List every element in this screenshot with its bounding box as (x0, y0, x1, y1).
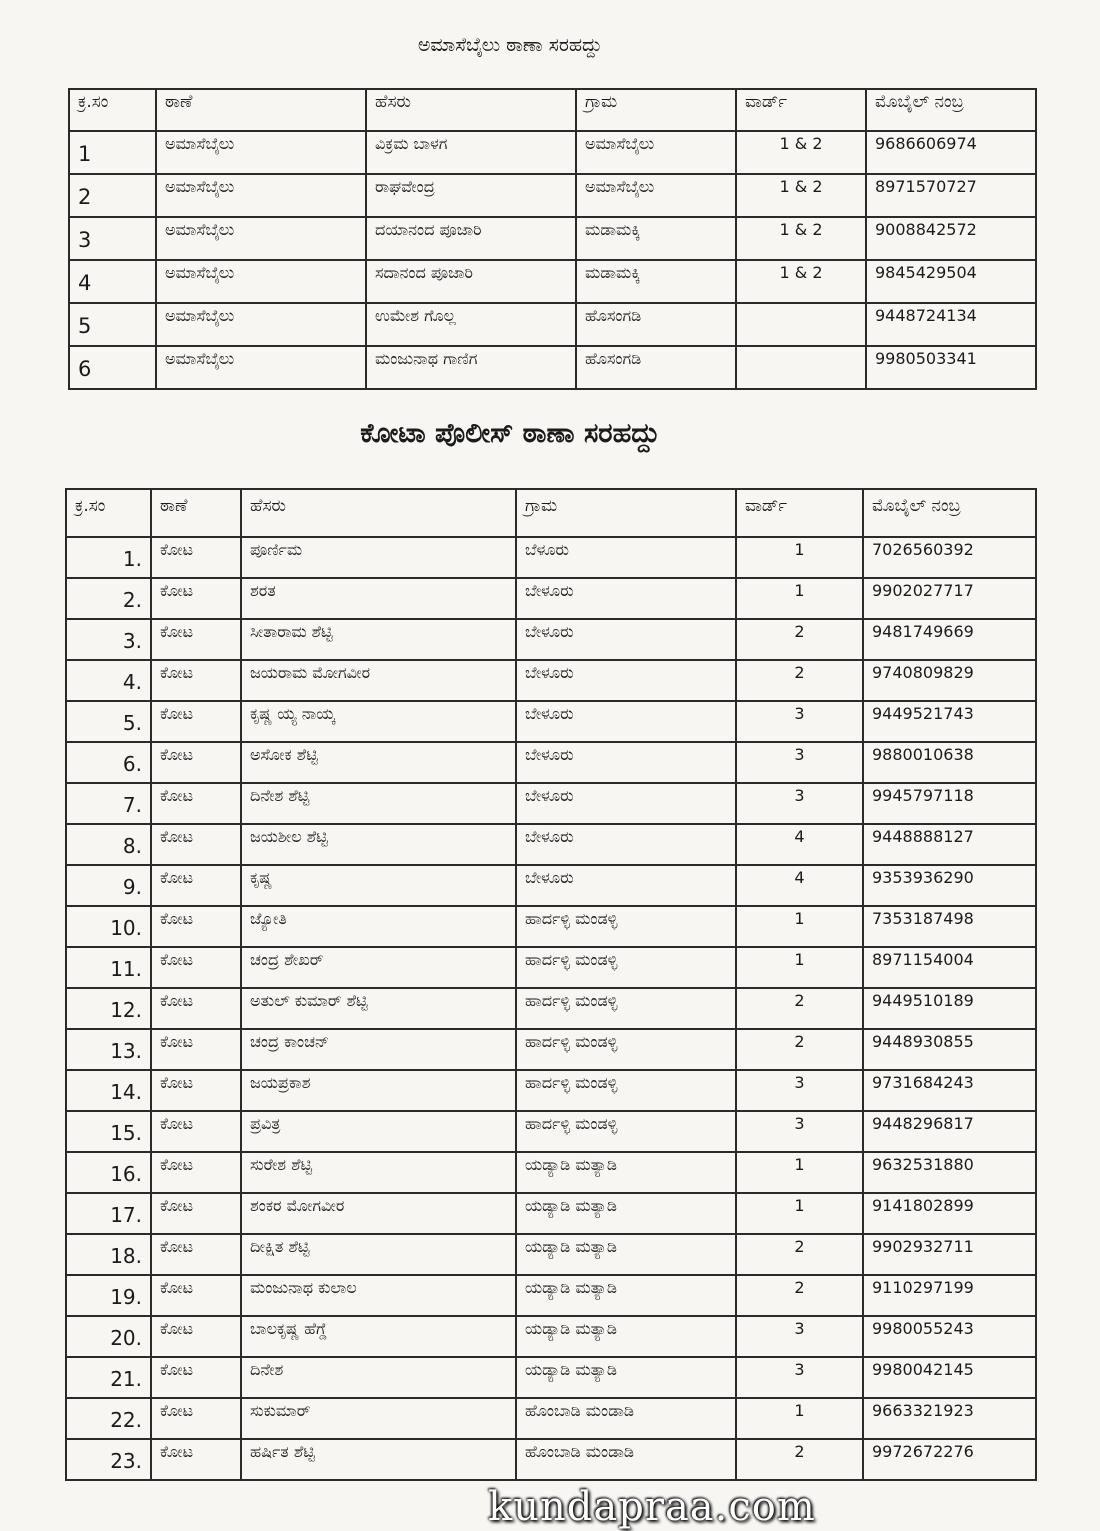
table-row (66, 1152, 1036, 1193)
cell-station: ಕೋಟ (151, 742, 241, 783)
cell-serial-number: 13. (66, 1029, 151, 1070)
cell-serial-number: 15. (66, 1111, 151, 1152)
cell-name: ದಯಾನಂದ ಪೂಜಾರಿ (366, 217, 576, 260)
table-row (69, 346, 1036, 389)
header-village: ಗ್ರಾಮ (516, 489, 736, 537)
cell-mobile-number: 9632531880 (863, 1152, 1036, 1193)
cell-serial-number: 5. (66, 701, 151, 742)
cell-village: ಬೇಳೂರು (516, 619, 736, 660)
cell-serial-number: 3 (69, 217, 156, 260)
cell-ward: 2 (736, 988, 863, 1029)
cell-name: ಸೀತಾರಾಮ ಶೆಟ್ಟಿ (241, 619, 516, 660)
cell-village: ಹೊಂಬಾಡಿ ಮಂಡಾಡಿ (516, 1398, 736, 1439)
cell-mobile-number: 9448296817 (863, 1111, 1036, 1152)
cell-ward: 3 (736, 701, 863, 742)
table-row (66, 619, 1036, 660)
table-row (66, 906, 1036, 947)
cell-village: ಹಾರ್ದಳ್ಳಿ ಮಂಡಳ್ಳಿ (516, 1111, 736, 1152)
cell-mobile-number: 9980055243 (863, 1316, 1036, 1357)
table-row (66, 865, 1036, 906)
cell-serial-number: 1 (69, 131, 156, 174)
cell-village: ಯಡ್ಯಾಡಿ ಮತ್ಯಾಡಿ (516, 1193, 736, 1234)
cell-ward: 1 (736, 1193, 863, 1234)
cell-station: ಕೋಟ (151, 1316, 241, 1357)
cell-name: ಜಯಪ್ರಕಾಶ (241, 1070, 516, 1111)
cell-serial-number: 8. (66, 824, 151, 865)
table-row (66, 1398, 1036, 1439)
table-row (66, 1357, 1036, 1398)
cell-village: ಬೆಳೂರು (516, 537, 736, 578)
cell-ward: 2 (736, 619, 863, 660)
cell-name: ಜಯರಾಮ ಮೋಗವೀರ (241, 660, 516, 701)
cell-serial-number: 19. (66, 1275, 151, 1316)
cell-serial-number: 16. (66, 1152, 151, 1193)
cell-village: ಹಾರ್ದಳ್ಳಿ ಮಂಡಳ್ಳಿ (516, 906, 736, 947)
cell-ward: 2 (736, 1439, 863, 1480)
cell-station: ಅಮಾಸೆಬೈಲು (156, 217, 366, 260)
table-header-row (69, 89, 1036, 131)
cell-serial-number: 11. (66, 947, 151, 988)
cell-ward: 1 (736, 947, 863, 988)
cell-station: ಕೋಟ (151, 1029, 241, 1070)
table-row (69, 260, 1036, 303)
cell-serial-number: 21. (66, 1357, 151, 1398)
cell-station: ಕೋಟ (151, 906, 241, 947)
cell-mobile-number: 9972672276 (863, 1439, 1036, 1480)
cell-serial-number: 5 (69, 303, 156, 346)
cell-station: ಕೋಟ (151, 1275, 241, 1316)
cell-serial-number: 23. (66, 1439, 151, 1480)
cell-station: ಕೋಟ (151, 1234, 241, 1275)
cell-serial-number: 2 (69, 174, 156, 217)
cell-ward: 1 & 2 (736, 131, 866, 174)
table-row (66, 988, 1036, 1029)
cell-ward: 1 & 2 (736, 260, 866, 303)
cell-village: ಬೇಳೂರು (516, 701, 736, 742)
kota-table (65, 488, 1037, 1481)
cell-name: ಚಂದ್ರ ಕಾಂಚನ್ (241, 1029, 516, 1070)
cell-village: ಬೇಳೂರು (516, 742, 736, 783)
cell-village: ಯಡ್ಯಾಡಿ ಮತ್ಯಾಡಿ (516, 1357, 736, 1398)
cell-mobile-number: 9731684243 (863, 1070, 1036, 1111)
table-row (66, 537, 1036, 578)
cell-mobile-number: 9449521743 (863, 701, 1036, 742)
cell-mobile-number: 9448888127 (863, 824, 1036, 865)
cell-station: ಕೋಟ (151, 660, 241, 701)
table-row (66, 1029, 1036, 1070)
cell-station: ಕೋಟ (151, 1193, 241, 1234)
cell-village: ಯಡ್ಯಾಡಿ ಮತ್ಯಾಡಿ (516, 1316, 736, 1357)
cell-village: ಹಾರ್ದಳ್ಳಿ ಮಂಡಳ್ಳಿ (516, 988, 736, 1029)
table-row (66, 1070, 1036, 1111)
cell-serial-number: 20. (66, 1316, 151, 1357)
cell-station: ಕೋಟ (151, 783, 241, 824)
cell-serial-number: 9. (66, 865, 151, 906)
cell-serial-number: 22. (66, 1398, 151, 1439)
header-village: ಗ್ರಾಮ (576, 89, 736, 131)
cell-village: ಹೊಸಂಗಡಿ (576, 303, 736, 346)
cell-serial-number: 17. (66, 1193, 151, 1234)
table-row (66, 701, 1036, 742)
cell-serial-number: 12. (66, 988, 151, 1029)
cell-ward: 2 (736, 660, 863, 701)
cell-village: ಹೊಸಂಗಡಿ (576, 346, 736, 389)
cell-name: ದಿನೇಶ (241, 1357, 516, 1398)
cell-serial-number: 3. (66, 619, 151, 660)
cell-mobile-number: 9110297199 (863, 1275, 1036, 1316)
cell-name: ವಿಕ್ರಮ ಬಾಳಗ (366, 131, 576, 174)
cell-station: ಕೋಟ (151, 988, 241, 1029)
cell-village: ಬೇಳೂರು (516, 578, 736, 619)
cell-mobile-number: 7353187498 (863, 906, 1036, 947)
amasebailu-section-title: ಅಮಾಸೆಬೈಲು ಠಾಣಾ ಸರಹದ್ದು (417, 34, 603, 56)
table-row (66, 824, 1036, 865)
table-row (69, 174, 1036, 217)
cell-village: ಬೇಳೂರು (516, 865, 736, 906)
table-row (66, 1275, 1036, 1316)
cell-mobile-number: 9740809829 (863, 660, 1036, 701)
table-row (66, 660, 1036, 701)
cell-ward: 1 (736, 1398, 863, 1439)
cell-name: ಪೂರ್ಣಿಮ (241, 537, 516, 578)
cell-name: ದಿನೇಶ ಶೆಟ್ಟಿ (241, 783, 516, 824)
cell-ward: 3 (736, 1111, 863, 1152)
cell-village: ಹಾರ್ದಳ್ಳಿ ಮಂಡಳ್ಳಿ (516, 1029, 736, 1070)
cell-name: ಚಂದ್ರ ಶೇಖರ್ (241, 947, 516, 988)
table-row (69, 303, 1036, 346)
cell-name: ಅಸೋಕ ಶೆಟ್ಟಿ (241, 742, 516, 783)
cell-name: ಅತುಲ್ ಕುಮಾರ್ ಶೆಟ್ಟಿ (241, 988, 516, 1029)
cell-ward: 3 (736, 783, 863, 824)
table-row (66, 947, 1036, 988)
header-ward: ವಾರ್ಡ್ (736, 89, 866, 131)
cell-ward: 4 (736, 824, 863, 865)
cell-ward (736, 303, 866, 346)
cell-name: ದೀಕ್ಷಿತ ಶೆಟ್ಟಿ (241, 1234, 516, 1275)
cell-mobile-number: 9845429504 (866, 260, 1036, 303)
cell-serial-number: 7. (66, 783, 151, 824)
cell-ward: 1 (736, 906, 863, 947)
cell-name: ಸುಕುಮಾರ್ (241, 1398, 516, 1439)
header-station: ಠಾಣೆ (156, 89, 366, 131)
cell-serial-number: 4 (69, 260, 156, 303)
cell-serial-number: 14. (66, 1070, 151, 1111)
cell-village: ಹಾರ್ದಳ್ಳಿ ಮಂಡಳ್ಳಿ (516, 1070, 736, 1111)
cell-mobile-number: 9902932711 (863, 1234, 1036, 1275)
cell-village: ಬೇಳೂರು (516, 783, 736, 824)
cell-name: ಮಂಜುನಾಥ ಗಾಣಿಗ (366, 346, 576, 389)
cell-station: ಕೋಟ (151, 701, 241, 742)
cell-mobile-number: 9008842572 (866, 217, 1036, 260)
cell-village: ಬೇಳೂರು (516, 660, 736, 701)
cell-station: ಕೋಟ (151, 1152, 241, 1193)
cell-serial-number: 18. (66, 1234, 151, 1275)
cell-station: ಕೋಟ (151, 1070, 241, 1111)
cell-village: ಯಡ್ಯಾಡಿ ಮತ್ಯಾಡಿ (516, 1234, 736, 1275)
amasebailu-table (68, 88, 1037, 390)
table-row (66, 578, 1036, 619)
cell-mobile-number: 9902027717 (863, 578, 1036, 619)
cell-station: ಕೋಟ (151, 1111, 241, 1152)
cell-station: ಕೋಟ (151, 578, 241, 619)
cell-village: ಅಮಾಸೆಬೈಲು (576, 131, 736, 174)
cell-ward: 3 (736, 1357, 863, 1398)
cell-mobile-number: 9980042145 (863, 1357, 1036, 1398)
cell-name: ಸುರೇಶ ಶೆಟ್ಟಿ (241, 1152, 516, 1193)
cell-mobile-number: 7026560392 (863, 537, 1036, 578)
cell-station: ಅಮಾಸೆಬೈಲು (156, 260, 366, 303)
table-row (66, 1316, 1036, 1357)
cell-mobile-number: 9448724134 (866, 303, 1036, 346)
cell-station: ಕೋಟ (151, 1357, 241, 1398)
table-row (66, 742, 1036, 783)
cell-station: ಕೋಟ (151, 537, 241, 578)
cell-village: ಹಾರ್ದಳ್ಳಿ ಮಂಡಳ್ಳಿ (516, 947, 736, 988)
cell-ward: 2 (736, 1275, 863, 1316)
header-mobile-number: ಮೊಬೈಲ್ ನಂಬ್ರ (863, 489, 1036, 537)
cell-name: ಶಂಕರ ಮೋಗವೀರ (241, 1193, 516, 1234)
cell-mobile-number: 8971154004 (863, 947, 1036, 988)
cell-name: ಮಂಜುನಾಥ ಕುಲಾಲ (241, 1275, 516, 1316)
table-row (66, 1193, 1036, 1234)
cell-mobile-number: 9449510189 (863, 988, 1036, 1029)
cell-ward: 4 (736, 865, 863, 906)
table-row (66, 1439, 1036, 1480)
cell-mobile-number: 9945797118 (863, 783, 1036, 824)
cell-mobile-number: 9353936290 (863, 865, 1036, 906)
cell-ward: 1 (736, 537, 863, 578)
cell-ward: 1 & 2 (736, 217, 866, 260)
cell-name: ಜಯಶೀಲ ಶೆಟ್ಟಿ (241, 824, 516, 865)
cell-serial-number: 4. (66, 660, 151, 701)
cell-ward: 1 & 2 (736, 174, 866, 217)
table-row (69, 131, 1036, 174)
cell-ward: 1 (736, 578, 863, 619)
cell-station: ಕೋಟ (151, 1398, 241, 1439)
cell-station: ಕೋಟ (151, 865, 241, 906)
cell-serial-number: 6. (66, 742, 151, 783)
cell-village: ಮಡಾಮಕ್ಕಿ (576, 260, 736, 303)
cell-serial-number: 10. (66, 906, 151, 947)
header-station: ಠಾಣೆ (151, 489, 241, 537)
cell-station: ಅಮಾಸೆಬೈಲು (156, 346, 366, 389)
cell-village: ಯಡ್ಯಾಡಿ ಮತ್ಯಾಡಿ (516, 1275, 736, 1316)
cell-serial-number: 2. (66, 578, 151, 619)
cell-name: ಜ್ಯೋತಿ (241, 906, 516, 947)
cell-serial-number: 1. (66, 537, 151, 578)
cell-name: ಪ್ರವಿತ್ರ (241, 1111, 516, 1152)
cell-name: ಸದಾನಂದ ಪೂಜಾರಿ (366, 260, 576, 303)
cell-ward: 1 (736, 1152, 863, 1193)
cell-ward: 2 (736, 1029, 863, 1070)
cell-name: ಕೃಷ್ಣ ಯ್ಯ ನಾಯ್ಕ (241, 701, 516, 742)
cell-serial-number: 6 (69, 346, 156, 389)
cell-station: ಕೋಟ (151, 824, 241, 865)
cell-village: ಅಮಾಸೆಬೈಲು (576, 174, 736, 217)
header-ward: ವಾರ್ಡ್ (736, 489, 863, 537)
cell-station: ಕೋಟ (151, 619, 241, 660)
header-name: ಹೆಸರು (366, 89, 576, 131)
cell-name: ಕೃಷ್ಣ (241, 865, 516, 906)
cell-station: ಅಮಾಸೆಬೈಲು (156, 131, 366, 174)
cell-name: ಹರ್ಷಿತ ಶೆಟ್ಟಿ (241, 1439, 516, 1480)
cell-station: ಕೋಟ (151, 1439, 241, 1480)
cell-village: ಯಡ್ಯಾಡಿ ಮತ್ಯಾಡಿ (516, 1152, 736, 1193)
cell-ward: 3 (736, 1316, 863, 1357)
kota-section-title: ಕೋಟಾ ಪೊಲೀಸ್ ಠಾಣಾ ಸರಹದ್ದು (360, 418, 660, 449)
header-mobile-number: ಮೊಬೈಲ್ ನಂಬ್ರ (866, 89, 1036, 131)
header-serial-number: ಕ್ರ.ಸಂ (69, 89, 156, 131)
cell-village: ಬೇಳೂರು (516, 824, 736, 865)
cell-mobile-number: 9880010638 (863, 742, 1036, 783)
cell-mobile-number: 9663321923 (863, 1398, 1036, 1439)
cell-name: ಶರತ (241, 578, 516, 619)
cell-station: ಕೋಟ (151, 947, 241, 988)
watermark-logo: kundapraa.com (488, 1484, 816, 1530)
cell-name: ಉಮೇಶ ಗೊಲ್ಲ (366, 303, 576, 346)
header-name: ಹೆಸರು (241, 489, 516, 537)
cell-mobile-number: 9448930855 (863, 1029, 1036, 1070)
table-row (66, 1234, 1036, 1275)
cell-ward: 3 (736, 742, 863, 783)
cell-mobile-number: 9141802899 (863, 1193, 1036, 1234)
table-row (66, 1111, 1036, 1152)
cell-ward: 3 (736, 1070, 863, 1111)
cell-station: ಅಮಾಸೆಬೈಲು (156, 303, 366, 346)
table-row (69, 217, 1036, 260)
cell-mobile-number: 8971570727 (866, 174, 1036, 217)
cell-name: ಬಾಲಕೃಷ್ಣ ಹೆಗ್ಡೆ (241, 1316, 516, 1357)
cell-mobile-number: 9481749669 (863, 619, 1036, 660)
table-header-row (66, 489, 1036, 537)
cell-station: ಅಮಾಸೆಬೈಲು (156, 174, 366, 217)
table-row (66, 783, 1036, 824)
cell-village: ಮಡಾಮಕ್ಕಿ (576, 217, 736, 260)
cell-name: ರಾಘವೇಂದ್ರ (366, 174, 576, 217)
header-serial-number: ಕ್ರ.ಸಂ (66, 489, 151, 537)
cell-mobile-number: 9980503341 (866, 346, 1036, 389)
cell-ward: 2 (736, 1234, 863, 1275)
cell-mobile-number: 9686606974 (866, 131, 1036, 174)
cell-village: ಹೊಂಬಾಡಿ ಮಂಡಾಡಿ (516, 1439, 736, 1480)
cell-ward (736, 346, 866, 389)
